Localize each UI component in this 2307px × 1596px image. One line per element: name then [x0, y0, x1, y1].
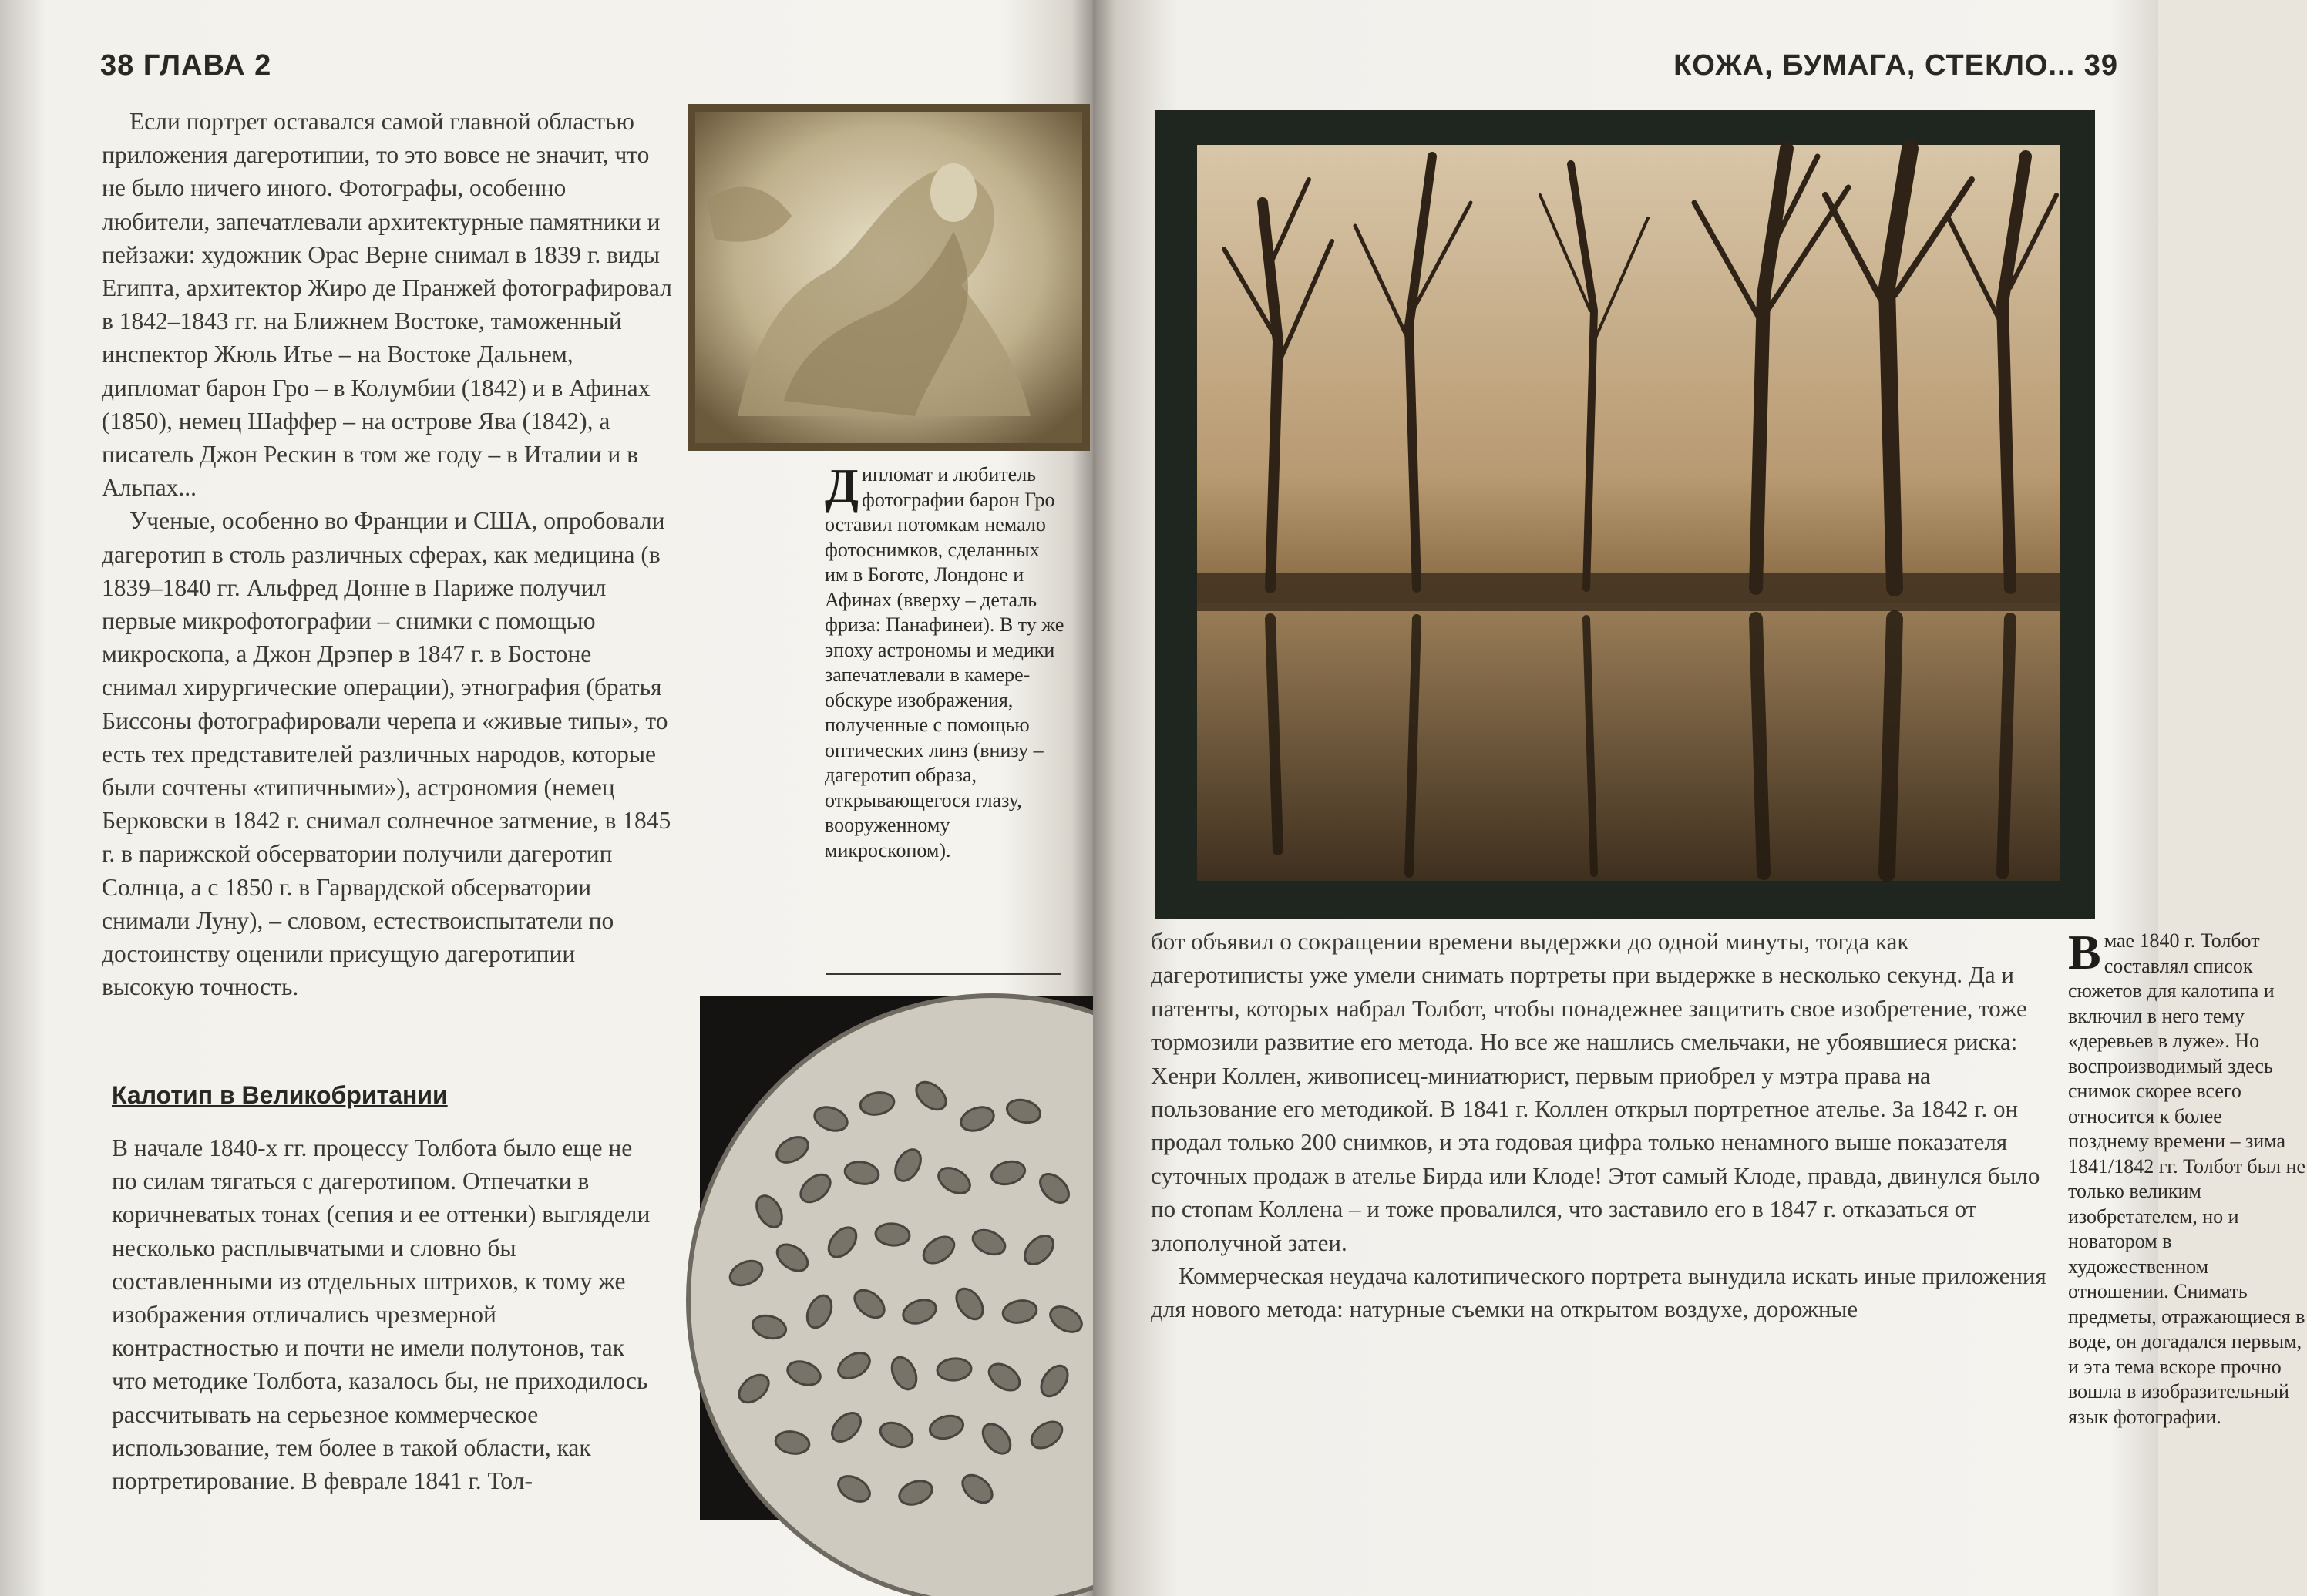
right-paragraph-1: бот объявил о сокращении времени выдержки до одной минуты, тогда как дагеротиписты уже умели снимать портреты при выдержке в несколько секунд. Да и патенты, которых набрал Толбот, чтобы понадежнее защитить свое изобретение, тоже тормозили развитие его метода. Но все же нашлись смельчаки, не убоявшиеся риска: Хенри Коллен, живописец-миниатюрист, первым приобрел у мэтра права на пользование его методикой. В 1841 г. Коллен открыл портретное ателье. За 1842 г. он продал только 200 снимков, и эта годовая цифра только ненамного выше показателя суточных продаж в ателье Бирда или Клоде! Этот самый Клоде, правда, двинулся было по стопам Коллена – и тоже провалился, что заставило его в 1847 г. отказаться от злополучной затеи. [1151, 928, 2040, 1256]
right-caption [2068, 925, 2307, 1430]
left-page [0, 0, 1093, 1596]
left-caption [825, 459, 1068, 863]
microscope-photo [700, 996, 1093, 1520]
caption-rule [826, 973, 1061, 975]
left-paragraph-3: В начале 1840-х гг. процессу Толбота было еще не по силам тягаться с дагеротипом. Отпечатки в коричневатых тонах (сепия и ее оттенки) выглядели несколько расплывчатыми и словно бы составленными из отдельных штрихов, к тому же изображения отличались чрезмерной контрастностью и почти не имели полутонов, так что методике Толбота, казалось бы, не приходилось рассчитывать на серьезное коммерческое использование, тем более в такой области, как портретирование. В феврале 1841 г. Тол- [112, 1134, 651, 1495]
left-column-bottom [112, 1131, 663, 1497]
left-paragraph-2: Ученые, особенно во Франции и США, опробовали дагеротип в столь различных сферах, как медицина (в 1839–1840 гг. Альфред Донне в Париже получил первые микрофотографии – снимки с помощью микроскопа, а Джон Дрэпер в 1847 г. в Бостоне снимал хирургические операции), этнография (братья Биссоны фотографировали черепа и «живые типы», то есть тех представителей различных народов, которые были сочтены «типичными»), астрономия (немец Берковски в 1842 г. снимал солнечное затмение, в 1845 г. в парижской обсерватории получили дагеротип Солнца, а с 1850 г. в Гарвардской обсерватории снимали Луну), – словом, естествоиспытатели по достоинству оценили присущую дагеротипии высокую точность. [102, 507, 671, 1001]
right-page-header: КОЖА, БУМАГА, СТЕКЛО... 39 [1673, 49, 2118, 82]
left-paragraph-1: Если портрет оставался самой главной областью приложения дагеротипии, то это вовсе не значит, что не было ничего иного. Фотографы, особенно любители, запечатлевали архитектурные памятники и пейзажи: художник Орас Верне снимал в 1839 г. виды Египта, архитектор Жиро де Пранжей фотографировал в 1842–1843 гг. на Ближнем Востоке, таможенный инспектор Жюль Итье – на Востоке Дальнем, дипломат барон Гро – в Колумбии (1842) и в Афинах (1850), немец Шаффер – на острове Ява (1842), а писатель Джон Рескин в том же году – в Италии и в Альпах... [102, 108, 672, 502]
trees-reflection-photo [1155, 110, 2095, 919]
frieze-photo [691, 108, 1086, 447]
left-page-header: 38 ГЛАВА 2 [100, 49, 272, 82]
right-page [1093, 0, 2306, 1596]
left-caption-text: ипломат и любитель фотографии барон Гро оставил потомкам немало фотоснимков, сделанных им в Боготе, Лондоне и Афинах (вверху – деталь фриза: Панафинеи). В ту же эпоху астрономы и медики запечатлевали в камере-обскуре изображения, полученные с помощью оптических линз (внизу – дагеротип образа, открывающегося глазу, вооруженному микроскопом). [825, 463, 1064, 862]
microscope-image [700, 996, 1093, 1520]
left-caption-dropcap: Д [825, 459, 859, 513]
left-column-top [102, 105, 672, 1003]
section-heading: Калотип в Великобритании [112, 1081, 448, 1109]
frieze-image [691, 108, 1086, 447]
right-caption-dropcap: В [2068, 925, 2101, 979]
right-paragraph-2: Коммерческая неудача калотипического портрета вынудила искать иные приложения для нового метода: натурные съемки на открытом воздухе, дорожные [1151, 1262, 2046, 1323]
right-column-main [1151, 925, 2056, 1326]
trees-image [1155, 110, 2095, 919]
right-caption-text: мае 1840 г. Толбот составлял список сюжетов для калотипа и включил в него тему «деревьев в луже». Но воспроизводимый здесь снимок скорее всего относится к более позднему времени – зима 1841/1842 гг. Толбот был не только великим изобретателем, но и новатором в художественном отношении. Снимать предметы, отражающиеся в воде, он догадался первым, и эта тема вскоре прочно вошла в изобразительный язык фотографии. [2068, 929, 2306, 1428]
